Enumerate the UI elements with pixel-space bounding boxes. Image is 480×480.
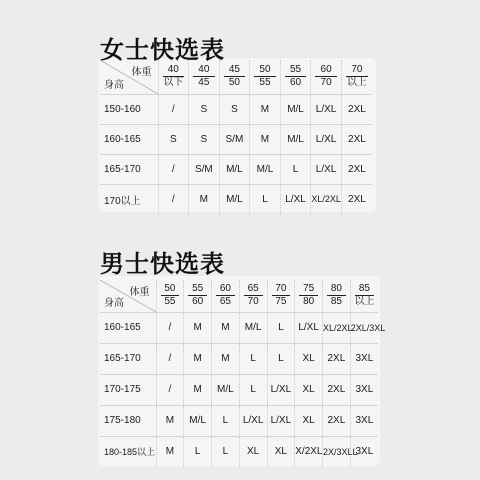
weight-range-end: 70 xyxy=(247,296,259,308)
weight-range-header xyxy=(250,60,281,94)
weight-range-end: 80 xyxy=(303,296,315,308)
size-cell: L xyxy=(212,436,240,467)
men-size-table xyxy=(100,280,386,467)
size-cell: X/2XL xyxy=(295,436,323,467)
weight-range-start: 80 xyxy=(327,283,346,296)
size-cell: L xyxy=(239,374,267,405)
weight-range-start: 50 xyxy=(254,64,276,77)
size-cell: L/XL xyxy=(267,405,295,436)
weight-range-header xyxy=(219,60,250,94)
table-row xyxy=(100,154,372,184)
women-table-title: 女士快选表 xyxy=(100,36,225,64)
table-row xyxy=(100,312,378,343)
weight-range-start: 55 xyxy=(188,283,207,296)
women-corner-cell xyxy=(100,60,158,94)
weight-range-end: 55 xyxy=(164,296,176,308)
height-range-label: 160-165 xyxy=(100,124,158,154)
size-cell: M xyxy=(184,312,212,343)
height-axis-label: 身高 xyxy=(104,297,124,309)
size-cell: 2XL xyxy=(323,405,351,436)
weight-range-start: 40 xyxy=(193,64,215,77)
weight-range-start: 50 xyxy=(161,283,180,296)
size-cell: L/XL xyxy=(280,184,311,214)
size-cell: L xyxy=(184,436,212,467)
size-cell: L xyxy=(267,343,295,374)
size-cell: XL xyxy=(239,436,267,467)
height-axis-label: 身高 xyxy=(104,79,124,91)
size-cell: L/XL xyxy=(311,94,342,124)
size-cell: L xyxy=(250,184,281,214)
weight-range-start: 65 xyxy=(244,283,263,296)
height-range-label: 165-170 xyxy=(100,343,156,374)
weight-range-start: 70 xyxy=(346,64,368,77)
weight-range-header xyxy=(239,280,267,312)
size-cell: L/XL xyxy=(295,312,323,343)
size-cell: M xyxy=(250,94,281,124)
weight-range-start: 55 xyxy=(285,64,307,77)
weight-range-start: 40 xyxy=(163,64,185,77)
weight-range-header xyxy=(267,280,295,312)
size-cell: M/L xyxy=(250,154,281,184)
size-cell: 3XL xyxy=(350,436,378,467)
table-row xyxy=(100,343,378,374)
size-cell: L xyxy=(212,405,240,436)
size-cell: M xyxy=(212,343,240,374)
weight-range-start: 75 xyxy=(299,283,318,296)
table-row xyxy=(100,374,378,405)
size-cell: L xyxy=(280,154,311,184)
weight-range-end: 以上 xyxy=(354,296,375,308)
weight-range-start: 85 xyxy=(355,283,374,296)
size-cell: M xyxy=(156,405,184,436)
size-cell: S xyxy=(189,124,220,154)
size-cell: / xyxy=(158,154,189,184)
men-corner-cell xyxy=(100,280,156,312)
size-cell: M xyxy=(212,312,240,343)
weight-axis-label: 体重 xyxy=(129,287,150,298)
size-cell: XL xyxy=(267,436,295,467)
weight-range-header xyxy=(212,280,240,312)
women-weight-header-row xyxy=(100,60,372,94)
size-cell: 2XL xyxy=(323,343,351,374)
size-cell: L/XL xyxy=(311,124,342,154)
size-cell: 2X/3XLL xyxy=(323,436,351,467)
weight-range-header xyxy=(184,280,212,312)
size-cell: M/L xyxy=(219,154,250,184)
size-cell: S xyxy=(219,94,250,124)
weight-range-start: 45 xyxy=(224,64,246,77)
weight-range-header xyxy=(280,60,311,94)
women-size-table xyxy=(100,60,372,214)
table-row xyxy=(100,436,378,467)
weight-range-end: 65 xyxy=(219,296,231,308)
size-cell: M/L xyxy=(212,374,240,405)
height-range-label: 170以上 xyxy=(104,195,141,207)
weight-range-start: 60 xyxy=(315,64,337,77)
weight-range-end: 55 xyxy=(259,77,271,89)
size-cell: XL/2XL xyxy=(323,312,351,343)
weight-range-end: 45 xyxy=(198,77,210,89)
table-row xyxy=(100,94,372,124)
size-cell: 3XL xyxy=(350,374,378,405)
table-row xyxy=(100,405,378,436)
weight-range-end: 以上 xyxy=(346,77,367,89)
weight-range-header xyxy=(158,60,189,94)
weight-range-end: 70 xyxy=(320,77,332,89)
height-range-label: 165-170 xyxy=(100,154,158,184)
size-cell: 2XL/3XL xyxy=(350,312,378,343)
size-cell: S xyxy=(189,94,220,124)
weight-range-start: 70 xyxy=(272,283,291,296)
height-range-label: 150-160 xyxy=(100,94,158,124)
size-cell: XL xyxy=(295,405,323,436)
size-cell: L xyxy=(239,343,267,374)
height-range-label: 175-180 xyxy=(100,405,156,436)
height-range-label: 160-165 xyxy=(100,312,156,343)
size-cell: M/L xyxy=(280,124,311,154)
size-cell: / xyxy=(156,374,184,405)
size-cell: S/M xyxy=(189,154,220,184)
weight-range-end: 75 xyxy=(275,296,287,308)
weight-range-end: 60 xyxy=(289,77,302,89)
weight-range-end: 50 xyxy=(228,77,240,89)
weight-range-header xyxy=(341,60,372,94)
weight-range-start: 60 xyxy=(216,283,235,296)
size-cell: 2XL xyxy=(341,94,372,124)
size-cell: XL xyxy=(295,374,323,405)
size-cell: M/L xyxy=(219,184,250,214)
weight-range-header xyxy=(156,280,184,312)
weight-range-header xyxy=(350,280,378,312)
weight-range-end: 60 xyxy=(192,296,204,308)
weight-axis-label: 体重 xyxy=(131,67,152,78)
size-cell: 2XL xyxy=(323,374,351,405)
weight-range-end: 以下 xyxy=(163,77,184,89)
size-cell: / xyxy=(156,312,184,343)
size-cell: 2XL xyxy=(341,154,372,184)
size-cell: 3XL xyxy=(350,343,378,374)
weight-range-header xyxy=(189,60,220,94)
table-row xyxy=(100,184,372,214)
size-cell: M/L xyxy=(280,94,311,124)
size-cell: M/L xyxy=(239,312,267,343)
weight-range-header xyxy=(323,280,351,312)
height-range-label: 170-175 xyxy=(100,374,156,405)
size-cell: M xyxy=(250,124,281,154)
size-cell: S/M xyxy=(219,124,250,154)
size-cell: L/XL xyxy=(267,374,295,405)
size-cell: XL xyxy=(295,343,323,374)
men-weight-header-row xyxy=(100,280,378,312)
size-cell: M xyxy=(156,436,184,467)
size-cell: M/L xyxy=(184,405,212,436)
size-cell: / xyxy=(158,94,189,124)
weight-range-header xyxy=(311,60,342,94)
size-cell: 2XL xyxy=(341,184,372,214)
size-cell: S xyxy=(158,124,189,154)
size-cell: M xyxy=(189,184,220,214)
size-cell: L/XL xyxy=(311,154,342,184)
table-row xyxy=(100,124,372,154)
size-cell: / xyxy=(158,184,189,214)
size-cell: / xyxy=(156,343,184,374)
height-range-label: 180-185以上 xyxy=(104,447,156,458)
size-cell: XL/2XL xyxy=(311,184,342,214)
weight-range-header xyxy=(295,280,323,312)
size-cell: L xyxy=(267,312,295,343)
size-cell: 3XL xyxy=(350,405,378,436)
size-cell: M xyxy=(184,374,212,405)
size-cell: L/XL xyxy=(239,405,267,436)
size-cell: M xyxy=(184,343,212,374)
men-table-title: 男士快选表 xyxy=(100,250,225,278)
size-cell: 2XL xyxy=(341,124,372,154)
weight-range-end: 85 xyxy=(330,296,342,308)
